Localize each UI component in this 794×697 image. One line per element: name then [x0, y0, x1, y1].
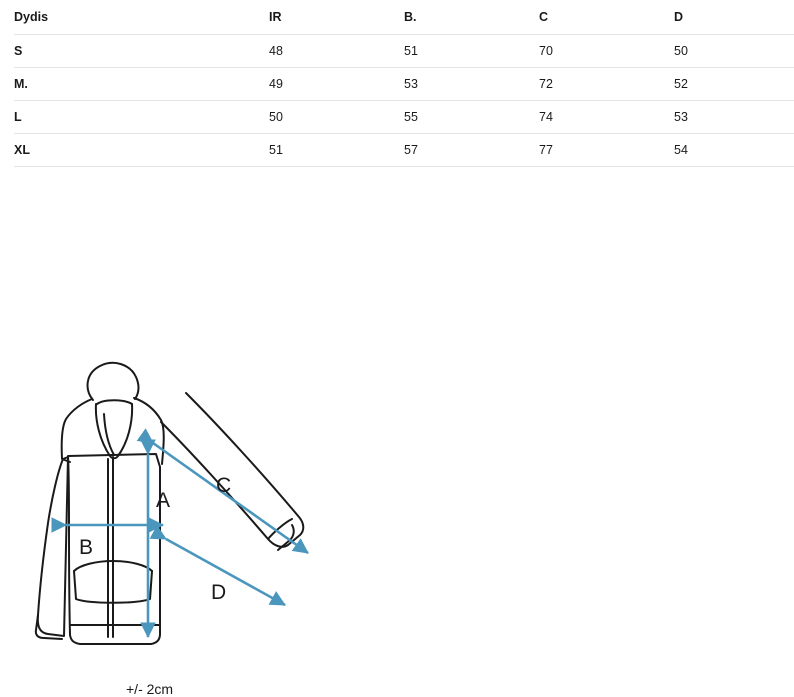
label-b: B — [79, 536, 94, 559]
measurement-diagram — [0, 167, 713, 697]
size-table-body — [14, 35, 794, 167]
cell-c: 70 — [539, 35, 674, 68]
table-header-row — [14, 0, 794, 35]
table-row — [14, 134, 794, 167]
cell-b: 51 — [404, 35, 539, 68]
column-header-d: D — [674, 0, 794, 35]
tolerance-note: +/- 2cm — [126, 681, 174, 697]
cell-c: 72 — [539, 68, 674, 101]
cell-d: 52 — [674, 68, 794, 101]
table-row — [14, 35, 794, 68]
cell-b: 53 — [404, 68, 539, 101]
column-header-b: B. — [404, 0, 539, 35]
cell-b: 55 — [404, 101, 539, 134]
cell-d: 50 — [674, 35, 794, 68]
cell-d: 54 — [674, 134, 794, 167]
arrow-c — [153, 443, 308, 553]
cell-d: 53 — [674, 101, 794, 134]
label-a: A — [156, 489, 171, 512]
column-header-size: Dydis — [14, 0, 269, 35]
cell-b: 57 — [404, 134, 539, 167]
label-d: D — [211, 581, 227, 604]
label-c: C — [216, 474, 232, 497]
cell-a: 48 — [269, 35, 404, 68]
column-header-c: C — [539, 0, 674, 35]
cell-a: 51 — [269, 134, 404, 167]
table-row — [14, 68, 794, 101]
cell-a: 50 — [269, 101, 404, 134]
cell-size: L — [14, 101, 269, 134]
size-table — [14, 0, 794, 167]
cell-size: M. — [14, 68, 269, 101]
cell-size: XL — [14, 134, 269, 167]
cell-c: 77 — [539, 134, 674, 167]
size-table-head — [14, 0, 794, 35]
cell-c: 74 — [539, 101, 674, 134]
table-row — [14, 101, 794, 134]
cell-a: 49 — [269, 68, 404, 101]
measurement-arrows — [66, 443, 308, 637]
column-header-a: IR — [269, 0, 404, 35]
hoodie-diagram-svg — [0, 167, 713, 604]
cell-size: S — [14, 35, 269, 68]
